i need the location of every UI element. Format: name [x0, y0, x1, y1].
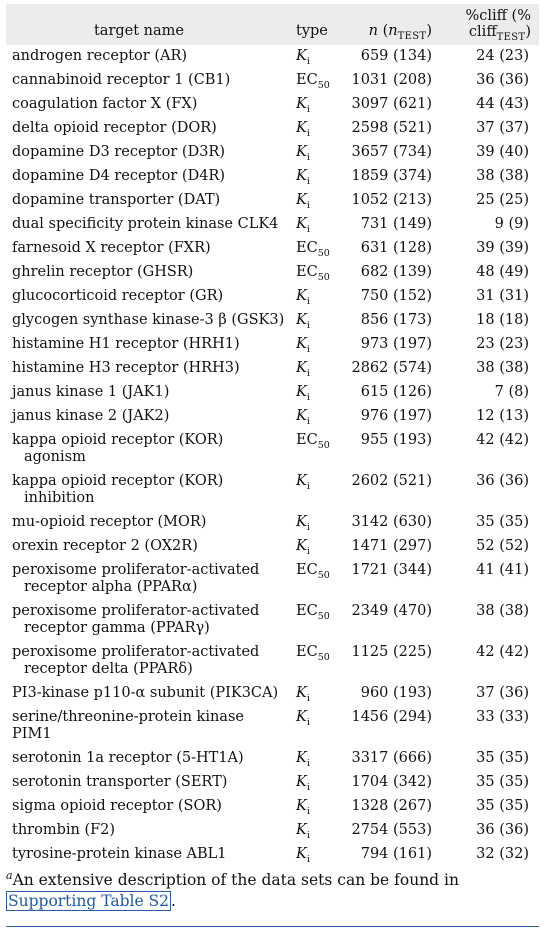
cell-cliff: 44 (43)	[476, 96, 529, 112]
target-name-text: farnesoid X receptor (FXR)	[12, 240, 211, 256]
target-name-text: kappa opioid receptor (KOR)	[12, 432, 224, 448]
target-name-text: janus kinase 1 (JAK1)	[12, 384, 170, 400]
table-row	[6, 682, 539, 706]
table-row	[6, 165, 539, 189]
cell-n: 1328 (267)	[351, 798, 432, 814]
table-row	[6, 381, 539, 405]
cell-target-name	[6, 405, 290, 429]
cell-cliff: 18 (18)	[476, 312, 529, 328]
type-symbol: K	[296, 48, 307, 64]
type-symbol: EC	[296, 240, 318, 256]
table-row	[6, 429, 539, 470]
cell-n: 731 (149)	[360, 216, 432, 232]
cell-target-name	[6, 333, 290, 357]
type-subscript: i	[306, 320, 310, 331]
table-row	[6, 405, 539, 429]
type-subscript: i	[306, 392, 310, 403]
target-name-text: tyrosine-protein kinase ABL1	[12, 846, 227, 862]
target-name-text: peroxisome proliferator-activated	[12, 644, 260, 660]
type-symbol: K	[296, 538, 307, 554]
cell-cliff: 24 (23)	[476, 48, 529, 64]
type-symbol: K	[296, 408, 307, 424]
cell-target-name	[6, 771, 290, 795]
cell-cliff: 33 (33)	[476, 709, 529, 725]
type-subscript: 50	[317, 440, 330, 451]
cell-cliff: 48 (49)	[476, 264, 529, 280]
table-row	[6, 285, 539, 309]
header-n: n $(n_{TEST})$	[348, 4, 438, 45]
header-cliff-line1: %cliff (%	[465, 8, 531, 24]
table-header	[6, 4, 539, 45]
type-symbol: K	[296, 798, 307, 814]
cell-n: 1125 (225)	[351, 644, 432, 660]
cell-n: 1471 (297)	[351, 538, 432, 554]
type-subscript: i	[306, 296, 310, 307]
cell-target-name	[6, 706, 290, 747]
type-symbol: K	[296, 774, 307, 790]
cell-target-name	[6, 819, 290, 843]
cell-type	[290, 189, 348, 213]
type-symbol: K	[296, 473, 307, 489]
type-symbol: EC	[296, 264, 318, 280]
target-name-text: mu-opioid receptor (MOR)	[12, 514, 207, 530]
target-name-text: ghrelin receptor (GHSR)	[12, 264, 194, 280]
cell-type	[290, 309, 348, 333]
cell-n: 2598 (521)	[351, 120, 432, 136]
type-subscript: 50	[317, 652, 330, 663]
header-cliff-line2: cliff	[468, 24, 497, 40]
table-body	[6, 45, 539, 867]
cell-n: 955 (193)	[360, 432, 432, 448]
type-symbol: K	[296, 709, 307, 725]
target-name-text: dual specificity protein kinase CLK4	[12, 216, 279, 232]
target-name-text: histamine H3 receptor (HRH3)	[12, 360, 240, 376]
cell-cliff: 36 (36)	[476, 473, 529, 489]
target-name-continuation: agonism	[24, 449, 86, 465]
header-n-subscript: TEST	[397, 31, 427, 42]
cell-n: 2754 (553)	[351, 822, 432, 838]
cell-type	[290, 237, 348, 261]
type-symbol: K	[296, 120, 307, 136]
cell-cliff: 31 (31)	[476, 288, 529, 304]
cell-cliff: 37 (36)	[476, 685, 529, 701]
cell-target-name	[6, 69, 290, 93]
type-symbol: K	[296, 685, 307, 701]
type-symbol: K	[296, 846, 307, 862]
cell-type	[290, 357, 348, 381]
type-subscript: i	[306, 782, 310, 793]
cell-type	[290, 682, 348, 706]
cell-type	[290, 795, 348, 819]
header-type: type	[290, 4, 348, 45]
type-subscript: i	[306, 854, 310, 865]
type-subscript: i	[306, 224, 310, 235]
type-symbol: K	[296, 384, 307, 400]
type-symbol: EC	[296, 432, 318, 448]
cell-cliff: 9 (9)	[494, 216, 529, 232]
type-symbol: K	[296, 514, 307, 530]
type-subscript: i	[306, 830, 310, 841]
cell-type	[290, 511, 348, 535]
type-subscript: 50	[317, 248, 330, 259]
target-name-text: glycogen synthase kinase-3 β (GSK3)	[12, 312, 285, 328]
cell-n: 1031 (208)	[351, 72, 432, 88]
cell-type	[290, 213, 348, 237]
cell-type	[290, 333, 348, 357]
cell-target-name	[6, 213, 290, 237]
cell-n: 631 (128)	[360, 240, 432, 256]
type-symbol: K	[296, 96, 307, 112]
type-symbol: K	[296, 144, 307, 160]
header-cliff-close: )	[525, 24, 531, 40]
table-row	[6, 237, 539, 261]
cell-cliff: 32 (32)	[476, 846, 529, 862]
cell-cliff: 42 (42)	[476, 432, 529, 448]
cell-n: 976 (197)	[360, 408, 432, 424]
type-subscript: i	[306, 717, 310, 728]
target-name-text: PI3-kinase p110-α subunit (PIK3CA)	[12, 685, 279, 701]
cell-n: 2349 (470)	[351, 603, 432, 619]
type-subscript: i	[306, 522, 310, 533]
target-name-text: serotonin 1a receptor (5-HT1A)	[12, 750, 244, 766]
cell-target-name	[6, 357, 290, 381]
cell-cliff: 23 (23)	[476, 336, 529, 352]
type-subscript: i	[306, 758, 310, 769]
table-row	[6, 69, 539, 93]
cell-cliff: 35 (35)	[476, 798, 529, 814]
header-n-symbol: n	[368, 23, 378, 39]
target-name-continuation: inhibition	[24, 490, 95, 506]
cell-type	[290, 141, 348, 165]
cell-n: 3317 (666)	[351, 750, 432, 766]
table-row	[6, 843, 539, 867]
table-row	[6, 45, 539, 69]
cell-type	[290, 429, 348, 470]
cell-type	[290, 535, 348, 559]
cell-cliff: 38 (38)	[476, 360, 529, 376]
cell-type	[290, 405, 348, 429]
table-row	[6, 189, 539, 213]
cell-type	[290, 381, 348, 405]
cell-n: 960 (193)	[360, 685, 432, 701]
cell-type	[290, 600, 348, 641]
cell-target-name	[6, 470, 290, 511]
type-symbol: K	[296, 192, 307, 208]
cell-type	[290, 165, 348, 189]
cell-target-name	[6, 309, 290, 333]
cell-type	[290, 285, 348, 309]
table-row	[6, 559, 539, 600]
type-symbol: K	[296, 288, 307, 304]
cell-target-name	[6, 165, 290, 189]
footnote-mark: a	[6, 869, 13, 882]
cell-n: 1052 (213)	[351, 192, 432, 208]
cell-n: 2862 (574)	[351, 360, 432, 376]
cell-n: 794 (161)	[360, 846, 432, 862]
cell-type	[290, 747, 348, 771]
cell-target-name	[6, 261, 290, 285]
table-row	[6, 819, 539, 843]
target-name-text: serotonin transporter (SERT)	[12, 774, 228, 790]
footnote-text: An extensive description of the data sets can be found in	[12, 871, 459, 889]
cell-n: 1721 (344)	[351, 562, 432, 578]
type-symbol: K	[296, 168, 307, 184]
target-name-text: dopamine D4 receptor (D4R)	[12, 168, 225, 184]
type-subscript: 50	[317, 570, 330, 581]
table-row	[6, 117, 539, 141]
cell-target-name	[6, 747, 290, 771]
type-subscript: i	[306, 176, 310, 187]
cell-n: 3657 (734)	[351, 144, 432, 160]
header-target-name: target name	[6, 4, 290, 45]
type-subscript: i	[306, 368, 310, 379]
type-symbol: K	[296, 822, 307, 838]
cell-target-name	[6, 429, 290, 470]
cell-cliff: 41 (41)	[476, 562, 529, 578]
cell-type	[290, 45, 348, 69]
cell-target-name	[6, 93, 290, 117]
type-subscript: 50	[317, 272, 330, 283]
cell-cliff: 36 (36)	[476, 822, 529, 838]
cell-target-name	[6, 237, 290, 261]
target-name-continuation: receptor alpha (PPARα)	[24, 579, 198, 595]
header-row	[6, 4, 539, 45]
cell-target-name	[6, 381, 290, 405]
data-sets-table	[6, 4, 539, 867]
cell-n: 1456 (294)	[351, 709, 432, 725]
bottom-rule	[6, 926, 539, 927]
type-subscript: i	[306, 806, 310, 817]
type-subscript: i	[306, 152, 310, 163]
type-symbol: K	[296, 750, 307, 766]
target-name-text: peroxisome proliferator-activated	[12, 603, 260, 619]
table-row	[6, 261, 539, 285]
target-name-text: serine/threonine-protein kinase PIM1	[12, 709, 244, 742]
type-subscript: i	[306, 481, 310, 492]
type-symbol: K	[296, 312, 307, 328]
header-n-test-symbol: n	[388, 23, 398, 39]
cell-cliff: 38 (38)	[476, 168, 529, 184]
cell-target-name	[6, 45, 290, 69]
cell-cliff: 37 (37)	[476, 120, 529, 136]
cell-type	[290, 706, 348, 747]
footnote-end: .	[171, 892, 176, 910]
table-row	[6, 309, 539, 333]
cell-cliff: 35 (35)	[476, 774, 529, 790]
type-subscript: i	[306, 416, 310, 427]
table-row	[6, 333, 539, 357]
table-row	[6, 511, 539, 535]
cell-type	[290, 117, 348, 141]
target-name-text: thrombin (F2)	[12, 822, 116, 838]
table-row	[6, 357, 539, 381]
supporting-table-link[interactable]: Supporting Table S2	[8, 892, 170, 910]
type-subscript: 50	[317, 611, 330, 622]
type-subscript: i	[306, 344, 310, 355]
table-row	[6, 141, 539, 165]
target-name-text: cannabinoid receptor 1 (CB1)	[12, 72, 231, 88]
cell-target-name	[6, 535, 290, 559]
type-subscript: i	[306, 128, 310, 139]
type-symbol: K	[296, 216, 307, 232]
cell-n: 2602 (521)	[351, 473, 432, 489]
cell-target-name	[6, 641, 290, 682]
target-name-text: orexin receptor 2 (OX2R)	[12, 538, 198, 554]
cell-n: 750 (152)	[360, 288, 432, 304]
cell-n: 1704 (342)	[351, 774, 432, 790]
cell-cliff: 35 (35)	[476, 514, 529, 530]
header-cliff	[438, 4, 539, 45]
target-name-text: janus kinase 2 (JAK2)	[12, 408, 170, 424]
table-row	[6, 771, 539, 795]
cell-target-name	[6, 795, 290, 819]
cell-cliff: 35 (35)	[476, 750, 529, 766]
target-name-text: histamine H1 receptor (HRH1)	[12, 336, 240, 352]
cell-n: 615 (126)	[360, 384, 432, 400]
type-subscript: 50	[317, 80, 330, 91]
cell-target-name	[6, 843, 290, 867]
cell-target-name	[6, 600, 290, 641]
cell-type	[290, 771, 348, 795]
type-subscript: i	[306, 693, 310, 704]
target-name-text: glucocorticoid receptor (GR)	[12, 288, 224, 304]
type-symbol: K	[296, 336, 307, 352]
cell-cliff: 42 (42)	[476, 644, 529, 660]
type-symbol: EC	[296, 72, 318, 88]
type-symbol: EC	[296, 603, 318, 619]
table-footnote	[6, 870, 541, 912]
table-row	[6, 213, 539, 237]
target-name-continuation: receptor gamma (PPARγ)	[24, 620, 210, 636]
cell-type	[290, 93, 348, 117]
cell-type	[290, 559, 348, 600]
type-subscript: i	[306, 200, 310, 211]
type-subscript: i	[306, 546, 310, 557]
cell-n: 856 (173)	[360, 312, 432, 328]
cell-cliff: 12 (13)	[476, 408, 529, 424]
cell-n: 3097 (621)	[351, 96, 432, 112]
cell-n: 3142 (630)	[351, 514, 432, 530]
table-row	[6, 795, 539, 819]
target-name-text: delta opioid receptor (DOR)	[12, 120, 217, 136]
type-symbol: EC	[296, 644, 318, 660]
cell-n: 682 (139)	[360, 264, 432, 280]
table-row	[6, 93, 539, 117]
cell-type	[290, 470, 348, 511]
target-name-continuation: receptor delta (PPARδ)	[24, 661, 193, 677]
target-name-text: dopamine D3 receptor (D3R)	[12, 144, 225, 160]
cell-type	[290, 641, 348, 682]
table-row	[6, 470, 539, 511]
cell-n: 659 (134)	[360, 48, 432, 64]
cell-target-name	[6, 189, 290, 213]
header-cliff-subscript: TEST	[496, 32, 526, 43]
target-name-text: androgen receptor (AR)	[12, 48, 188, 64]
table-row	[6, 641, 539, 682]
cell-type	[290, 819, 348, 843]
table-row	[6, 535, 539, 559]
target-name-text: sigma opioid receptor (SOR)	[12, 798, 222, 814]
cell-target-name	[6, 559, 290, 600]
target-name-text: peroxisome proliferator-activated	[12, 562, 260, 578]
cell-type	[290, 843, 348, 867]
cell-cliff: 39 (40)	[476, 144, 529, 160]
table-row	[6, 706, 539, 747]
cell-cliff: 36 (36)	[476, 72, 529, 88]
target-name-text: dopamine transporter (DAT)	[12, 192, 221, 208]
type-subscript: i	[306, 104, 310, 115]
cell-target-name	[6, 682, 290, 706]
type-symbol: K	[296, 360, 307, 376]
cell-cliff: 7 (8)	[494, 384, 529, 400]
target-name-text: coagulation factor X (FX)	[12, 96, 198, 112]
table-row	[6, 747, 539, 771]
cell-cliff: 25 (25)	[476, 192, 529, 208]
cell-target-name	[6, 141, 290, 165]
cell-target-name	[6, 285, 290, 309]
cell-n: 973 (197)	[360, 336, 432, 352]
cell-cliff: 39 (39)	[476, 240, 529, 256]
cell-cliff: 38 (38)	[476, 603, 529, 619]
table-row	[6, 600, 539, 641]
cell-target-name	[6, 117, 290, 141]
type-symbol: EC	[296, 562, 318, 578]
target-name-text: kappa opioid receptor (KOR)	[12, 473, 224, 489]
cell-target-name	[6, 511, 290, 535]
cell-type	[290, 261, 348, 285]
cell-cliff: 52 (52)	[476, 538, 529, 554]
cell-type	[290, 69, 348, 93]
type-subscript: i	[306, 56, 310, 67]
cell-n: 1859 (374)	[351, 168, 432, 184]
